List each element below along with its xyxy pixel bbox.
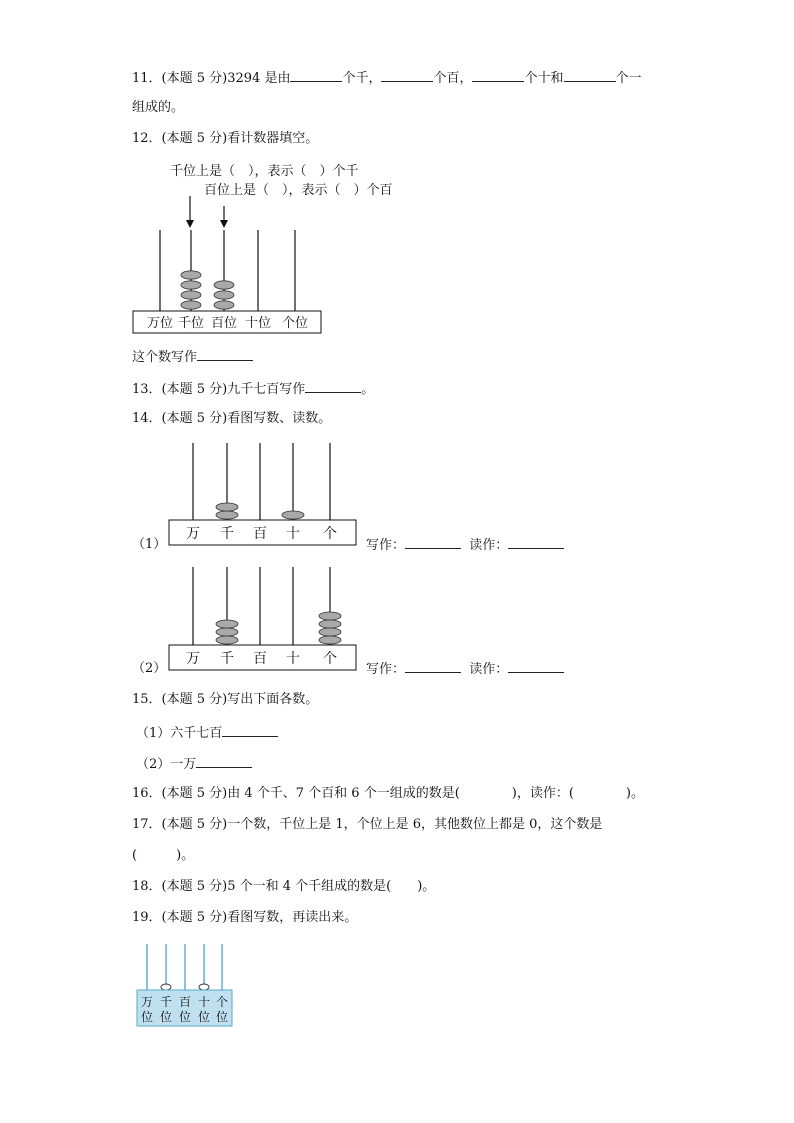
q12-place-label: 万位 (146, 316, 174, 331)
q19-place-bottom: 位 (159, 1010, 173, 1024)
q11-stem: 11．(本题 5 分)3294 是由 (132, 71, 291, 86)
q12-annotation-hundreds: 百位上是（ ），表示（ ）个百 (204, 183, 393, 198)
q11-text-2: 个百， (433, 71, 473, 86)
q19-place-top: 个 (215, 995, 229, 1009)
q12-write-label: 这个数写作 (132, 350, 198, 365)
q19-bead (161, 984, 171, 990)
q19-place-top: 千 (159, 995, 173, 1009)
q15-stem: 15．(本题 5 分)写出下面各数。 (132, 692, 319, 707)
q19-place-top: 百 (178, 995, 192, 1009)
q12-place-label: 百位 (210, 316, 238, 331)
q19-bead (199, 984, 209, 990)
q14-1-write-label: 写作： (366, 538, 406, 553)
q19-stem: 19．(本题 5 分)看图写数，再读出来。 (132, 910, 358, 925)
q15-item-2-text: （2）一万 (136, 757, 197, 772)
q14-item-2-label: （2） (132, 661, 167, 676)
q14-place-label: 个 (323, 526, 337, 542)
q12-stem: 12．(本题 5 分)看计数器填空。 (132, 131, 319, 146)
q12-place-label: 千位 (177, 316, 205, 331)
q14-place-label: 千 (220, 651, 234, 667)
q14-place-label: 十 (286, 651, 300, 667)
q12-annotation-thousands: 千位上是（ ），表示（ ）个千 (170, 164, 359, 179)
q14-place-label: 万 (186, 526, 200, 542)
q14-item-1-label: （1） (132, 537, 167, 552)
q15-item-1-text: （1）六千七百 (136, 726, 223, 741)
q17-line1: 17．(本题 5 分)一个数，千位上是 1，个位上是 6，其他数位上都是 0，这个数是 (132, 817, 603, 832)
q11-text-1: 个千， (342, 71, 382, 86)
q11-text-4: 个一 (615, 71, 642, 86)
q14-1-read-label: 读作： (469, 538, 509, 553)
q11-line2: 组成的。 (132, 100, 185, 115)
q19-place-bottom: 位 (215, 1010, 229, 1024)
q14-2-read-label: 读作： (469, 662, 509, 677)
q19-place-top: 十 (197, 995, 211, 1009)
q19-place-bottom: 位 (178, 1010, 192, 1024)
q14-place-label: 百 (253, 526, 267, 542)
q11-text-3: 个十和 (524, 71, 564, 86)
q17-line2: ( )。 (132, 848, 195, 863)
q13-end: 。 (361, 382, 375, 397)
q14-place-label: 个 (323, 651, 337, 667)
q16-text: 16．(本题 5 分)由 4 个千、7 个百和 6 个一组成的数是( )，读作：( )。 (132, 786, 644, 801)
q14-2-write-label: 写作： (366, 662, 406, 677)
q14-place-label: 十 (286, 526, 300, 542)
q18-text: 18．(本题 5 分)5 个一和 4 个千组成的数是( )。 (132, 879, 436, 894)
q19-place-bottom: 位 (197, 1010, 211, 1024)
q12-place-label: 个位 (281, 316, 309, 331)
q13-stem: 13．(本题 5 分)九千七百写作 (132, 382, 306, 397)
q14-place-label: 千 (220, 526, 234, 542)
q19-place-bottom: 位 (140, 1010, 154, 1024)
q19-place-top: 万 (140, 995, 154, 1009)
q14-place-label: 百 (253, 651, 267, 667)
q14-stem: 14．(本题 5 分)看图写数、读数。 (132, 411, 332, 426)
q12-place-label: 十位 (244, 316, 272, 331)
q14-place-label: 万 (186, 651, 200, 667)
